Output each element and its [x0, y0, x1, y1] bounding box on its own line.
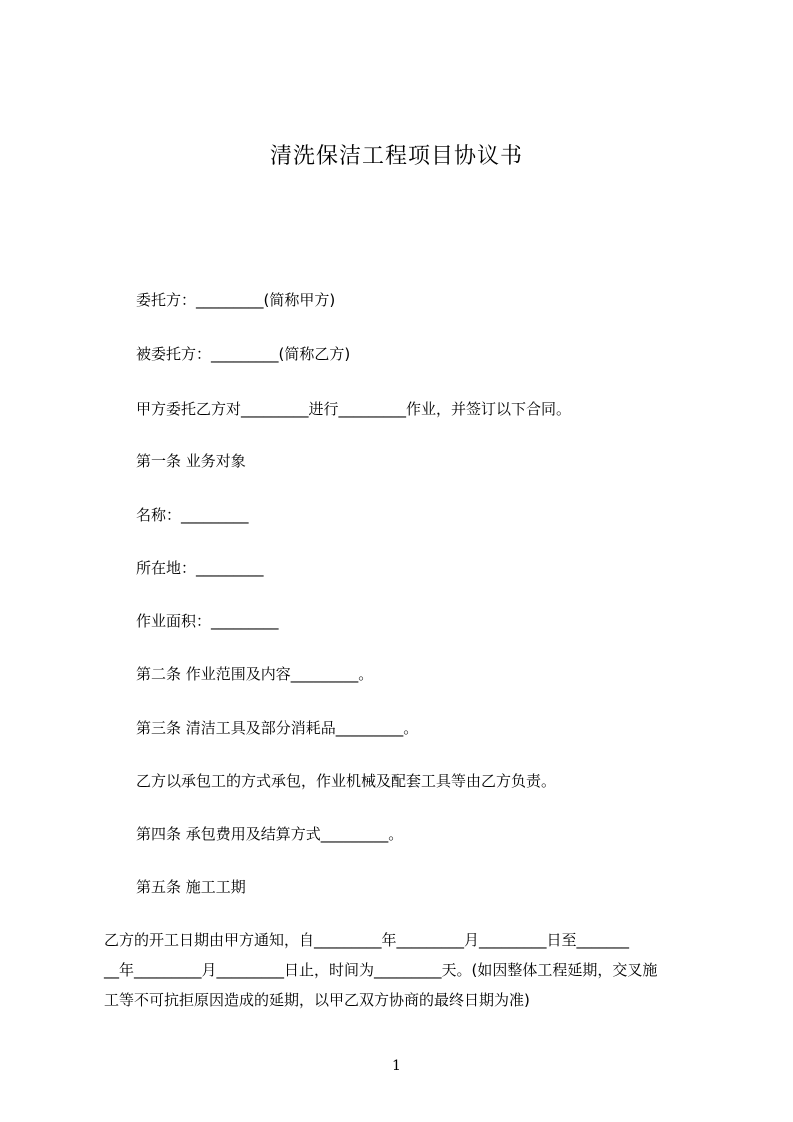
article-3-line: 第三条 清洁工具及部分消耗品_________。: [136, 719, 419, 737]
schedule-row-1: 乙方的开工日期由甲方通知，自_________年_________月_________日至_______: [104, 931, 630, 949]
article-2-line: 第二条 作业范围及内容_________。: [136, 665, 374, 683]
commission-line: 甲方委托乙方对_________进行_________作业，并签订以下合同。: [136, 400, 572, 418]
name-field-line: 名称：_________: [136, 506, 249, 524]
party-a-line: 委托方：_________(简称甲方): [136, 291, 336, 309]
schedule-paragraph: [104, 925, 704, 1015]
area-field-line: 作业面积：_________: [136, 612, 279, 630]
contract-method-line: 乙方以承包工的方式承包，作业机械及配套工具等由乙方负责。: [136, 772, 557, 790]
schedule-row-3: 工等不可抗拒原因造成的延期，以甲乙双方协商的最终日期为准): [104, 991, 530, 1009]
article-5-heading: 第五条 施工工期: [136, 878, 246, 896]
article-4-line: 第四条 承包费用及结算方式_________。: [136, 825, 404, 843]
document-title: 清洗保洁工程项目协议书: [269, 144, 523, 169]
schedule-row-2: __年_________月_________日止，时间为_________天。(如因整体工程延期，交叉施: [104, 961, 658, 979]
location-field-line: 所在地：_________: [136, 559, 264, 577]
article-1-heading: 第一条 业务对象: [136, 452, 246, 470]
party-b-line: 被委托方：_________(简称乙方): [136, 345, 351, 363]
page-number: 1: [392, 1058, 401, 1074]
